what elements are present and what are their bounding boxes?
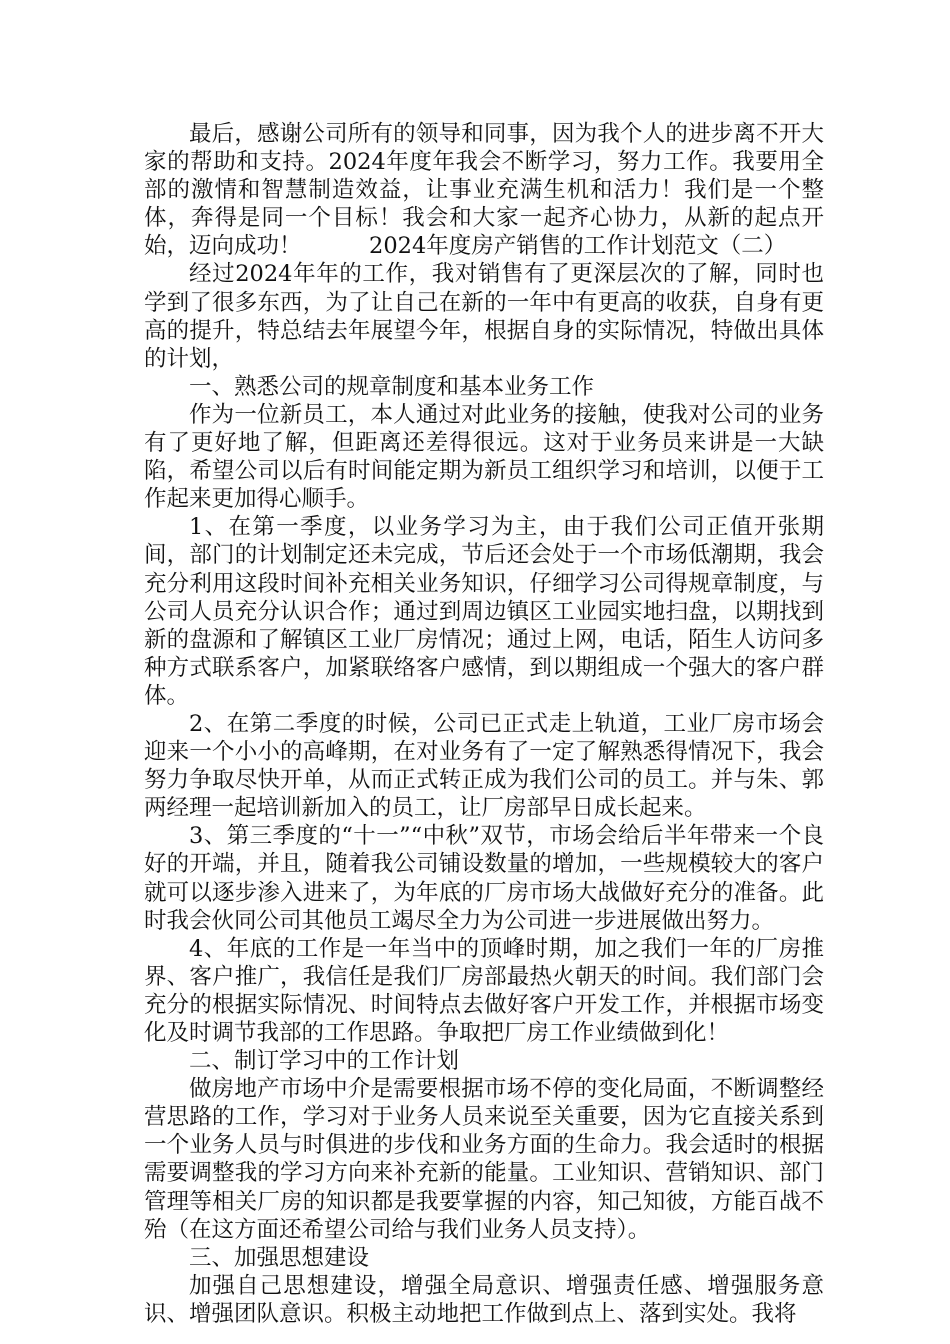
paragraph-learning-plan: 做房地产市场中介是需要根据市场不停的变化局面，不断调整经营思路的工作，学习对于业务人员来说至关重要，因为它直接关系到一个业务人员与时俱进的步伐和业务方面的生命力。我会适时的根据需要调整我的学习方向来补充新的能量。工业知识、营销知识、部门管理等相关厂房的知识都是我要掌握的内容，知己知彼，方能百战不殆（在这方面还希望公司给与我们业务人员支持）。 bbox=[144, 1076, 824, 1243]
paragraph-q2: 2、在第二季度的时候，公司已正式走上轨道，工业厂房市场会迎来一个小小的高峰期，在对业务有了一定了解熟悉得情况下，我会努力争取尽快开单，从而正式转正成为我们公司的员工。并与朱、郭两经理一起培训新加入的员工，让厂房部早日成长起来。 bbox=[144, 710, 824, 822]
section-heading-2: 二、制订学习中的工作计划 bbox=[189, 1048, 460, 1075]
paragraph-ideology: 加强自己思想建设，增强全局意识、增强责任感、增强服务意识、增强团队意识。积极主动地把工作做到点上、落到实处。我将 bbox=[144, 1272, 824, 1327]
section-heading-3: 三、加强思想建设 bbox=[189, 1244, 370, 1271]
document-page bbox=[144, 120, 824, 1328]
paragraph-q1: 1、在第一季度，以业务学习为主，由于我们公司正值开张期间，部门的计划制定还未完成，节后还会处于一个市场低潮期，我会充分利用这段时间补充相关业务知识，仔细学习公司得规章制度，与公司人员充分认识合作；通过到周边镇区工业园实地扫盘，以期找到新的盘源和了解镇区工业厂房情况；通过上网，电话，陌生人访问多种方式联系客户，加紧联络客户感情，到以期组成一个强大的客户群体。 bbox=[144, 514, 824, 709]
paragraph-intro: 经过2024年年的工作，我对销售有了更深层次的了解，同时也学到了很多东西，为了让自己在新的一年中有更高的收获，自身有更高的提升，特总结去年展望今年，根据自身的实际情况，特做出具体的计划， bbox=[144, 261, 824, 372]
section-heading-1: 一、熟悉公司的规章制度和基本业务工作 bbox=[189, 373, 595, 400]
paragraph-new-employee: 作为一位新员工，本人通过对此业务的接触，使我对公司的业务有了更好地了解，但距离还差得很远。这对于业务员来讲是一大缺陷，希望公司以后有时间能定期为新员工组织学习和培训，以便于工作起来更加得心顺手。 bbox=[144, 401, 824, 513]
paragraph-q3: 3、第三季度的“十一”“中秋”双节，市场会给后半年带来一个良好的开端，并且，随着我公司铺设数量的增加，一些规模较大的客户就可以逐步渗入进来了，为年底的厂房市场大战做好充分的准备。此时我会伙同公司其他员工竭尽全力为公司进一步进展做出努力。 bbox=[144, 823, 824, 934]
paragraph-q4: 4、年底的工作是一年当中的顶峰时期，加之我们一年的厂房推界、客户推广，我信任是我们厂房部最热火朝天的时间。我们部门会充分的根据实际情况、时间特点去做好客户开发工作，并根据市场变化及时调节我部的工作思路。争取把厂房工作业绩做到化！ bbox=[144, 935, 824, 1046]
paragraph-closing-thanks: 最后，感谢公司所有的领导和同事，因为我个人的进步离不开大家的帮助和支持。2024年度年我会不断学习，努力工作。我要用全部的激情和智慧制造效益，让事业充满生机和活力！我们是一个整体，奔得是同一个目标！我会和大家一起齐心协力，从新的起点开始，迈向成功！ 2024年度房产销售的工作计划范文（二） bbox=[144, 121, 824, 260]
